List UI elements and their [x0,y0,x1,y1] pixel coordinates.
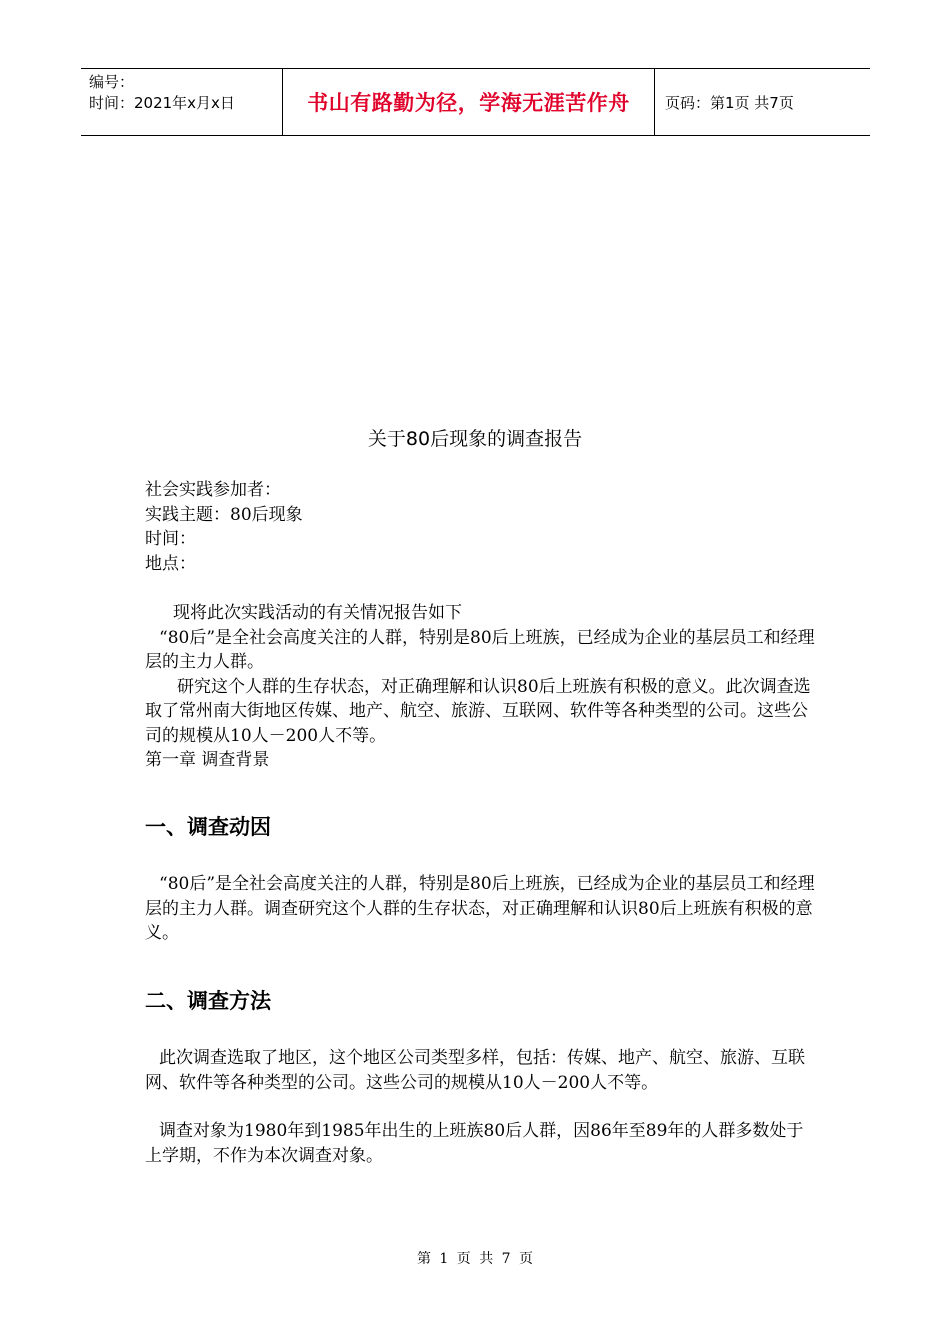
meta-block [145,478,815,576]
header-motto-cell [282,69,655,135]
meta-place: 地点： [145,553,196,574]
section-heading-motivation: 一、调查动因 [145,815,271,839]
page-footer: 第 1 页 共 7 页 [416,1251,534,1267]
intro-paragraph-1: 现将此次实践活动的有关情况报告如下 [173,603,462,623]
section1-body [145,872,815,946]
header-page-info-cell [655,69,870,135]
header-left-cell [81,69,282,135]
section2-paragraph-1: 此次调查选取了地区，这个地区公司类型多样，包括：传媒、地产、航空、旅游、互联网、软件等各种类型的公司。这些公司的规模从10人－200人不等。 [145,1048,805,1093]
chapter-heading: 第一章 调查背景 [145,750,270,770]
intro-block [145,601,815,773]
meta-participants: 社会实践参加者： [145,480,281,500]
document-title: 关于80后现象的调查报告 [367,428,583,450]
header-number-label: 编号： [89,73,135,91]
header-motto: 书山有路勤为径，学海无涯苦作舟 [307,91,630,115]
intro-paragraph-2: “80后”是全社会高度关注的人群，特别是80后上班族，已经成为企业的基层员工和经理层的主力人群。 [145,627,815,672]
page-header [81,68,870,136]
meta-time: 时间： [145,529,196,549]
section-heading-method: 二、调查方法 [145,989,271,1013]
section2-paragraph-2: 调查对象为1980年到1985年出生的上班族80后人群，因86年至89年的人群多数处于上学期，不作为本次调查对象。 [145,1121,804,1166]
meta-theme: 实践主题：80后现象 [145,504,303,525]
section2-body [145,1046,815,1168]
section1-paragraph: “80后”是全社会高度关注的人群，特别是80后上班族，已经成为企业的基层员工和经理层的主力人群。调查研究这个人群的生存状态，对正确理解和认识80后上班族有积极的意义。 [145,874,815,943]
intro-paragraph-3: 研究这个人群的生存状态，对正确理解和认识80后上班族有积极的意义。此次调查选取了常州南大街地区传媒、地产、航空、旅游、互联网、软件等各种类型的公司。这些公司的规模从10人－200人不等。 [145,676,811,746]
header-page-info: 页码：第1页 共7页 [665,93,794,112]
header-time-label: 时间：2021年x月x日 [89,94,235,112]
